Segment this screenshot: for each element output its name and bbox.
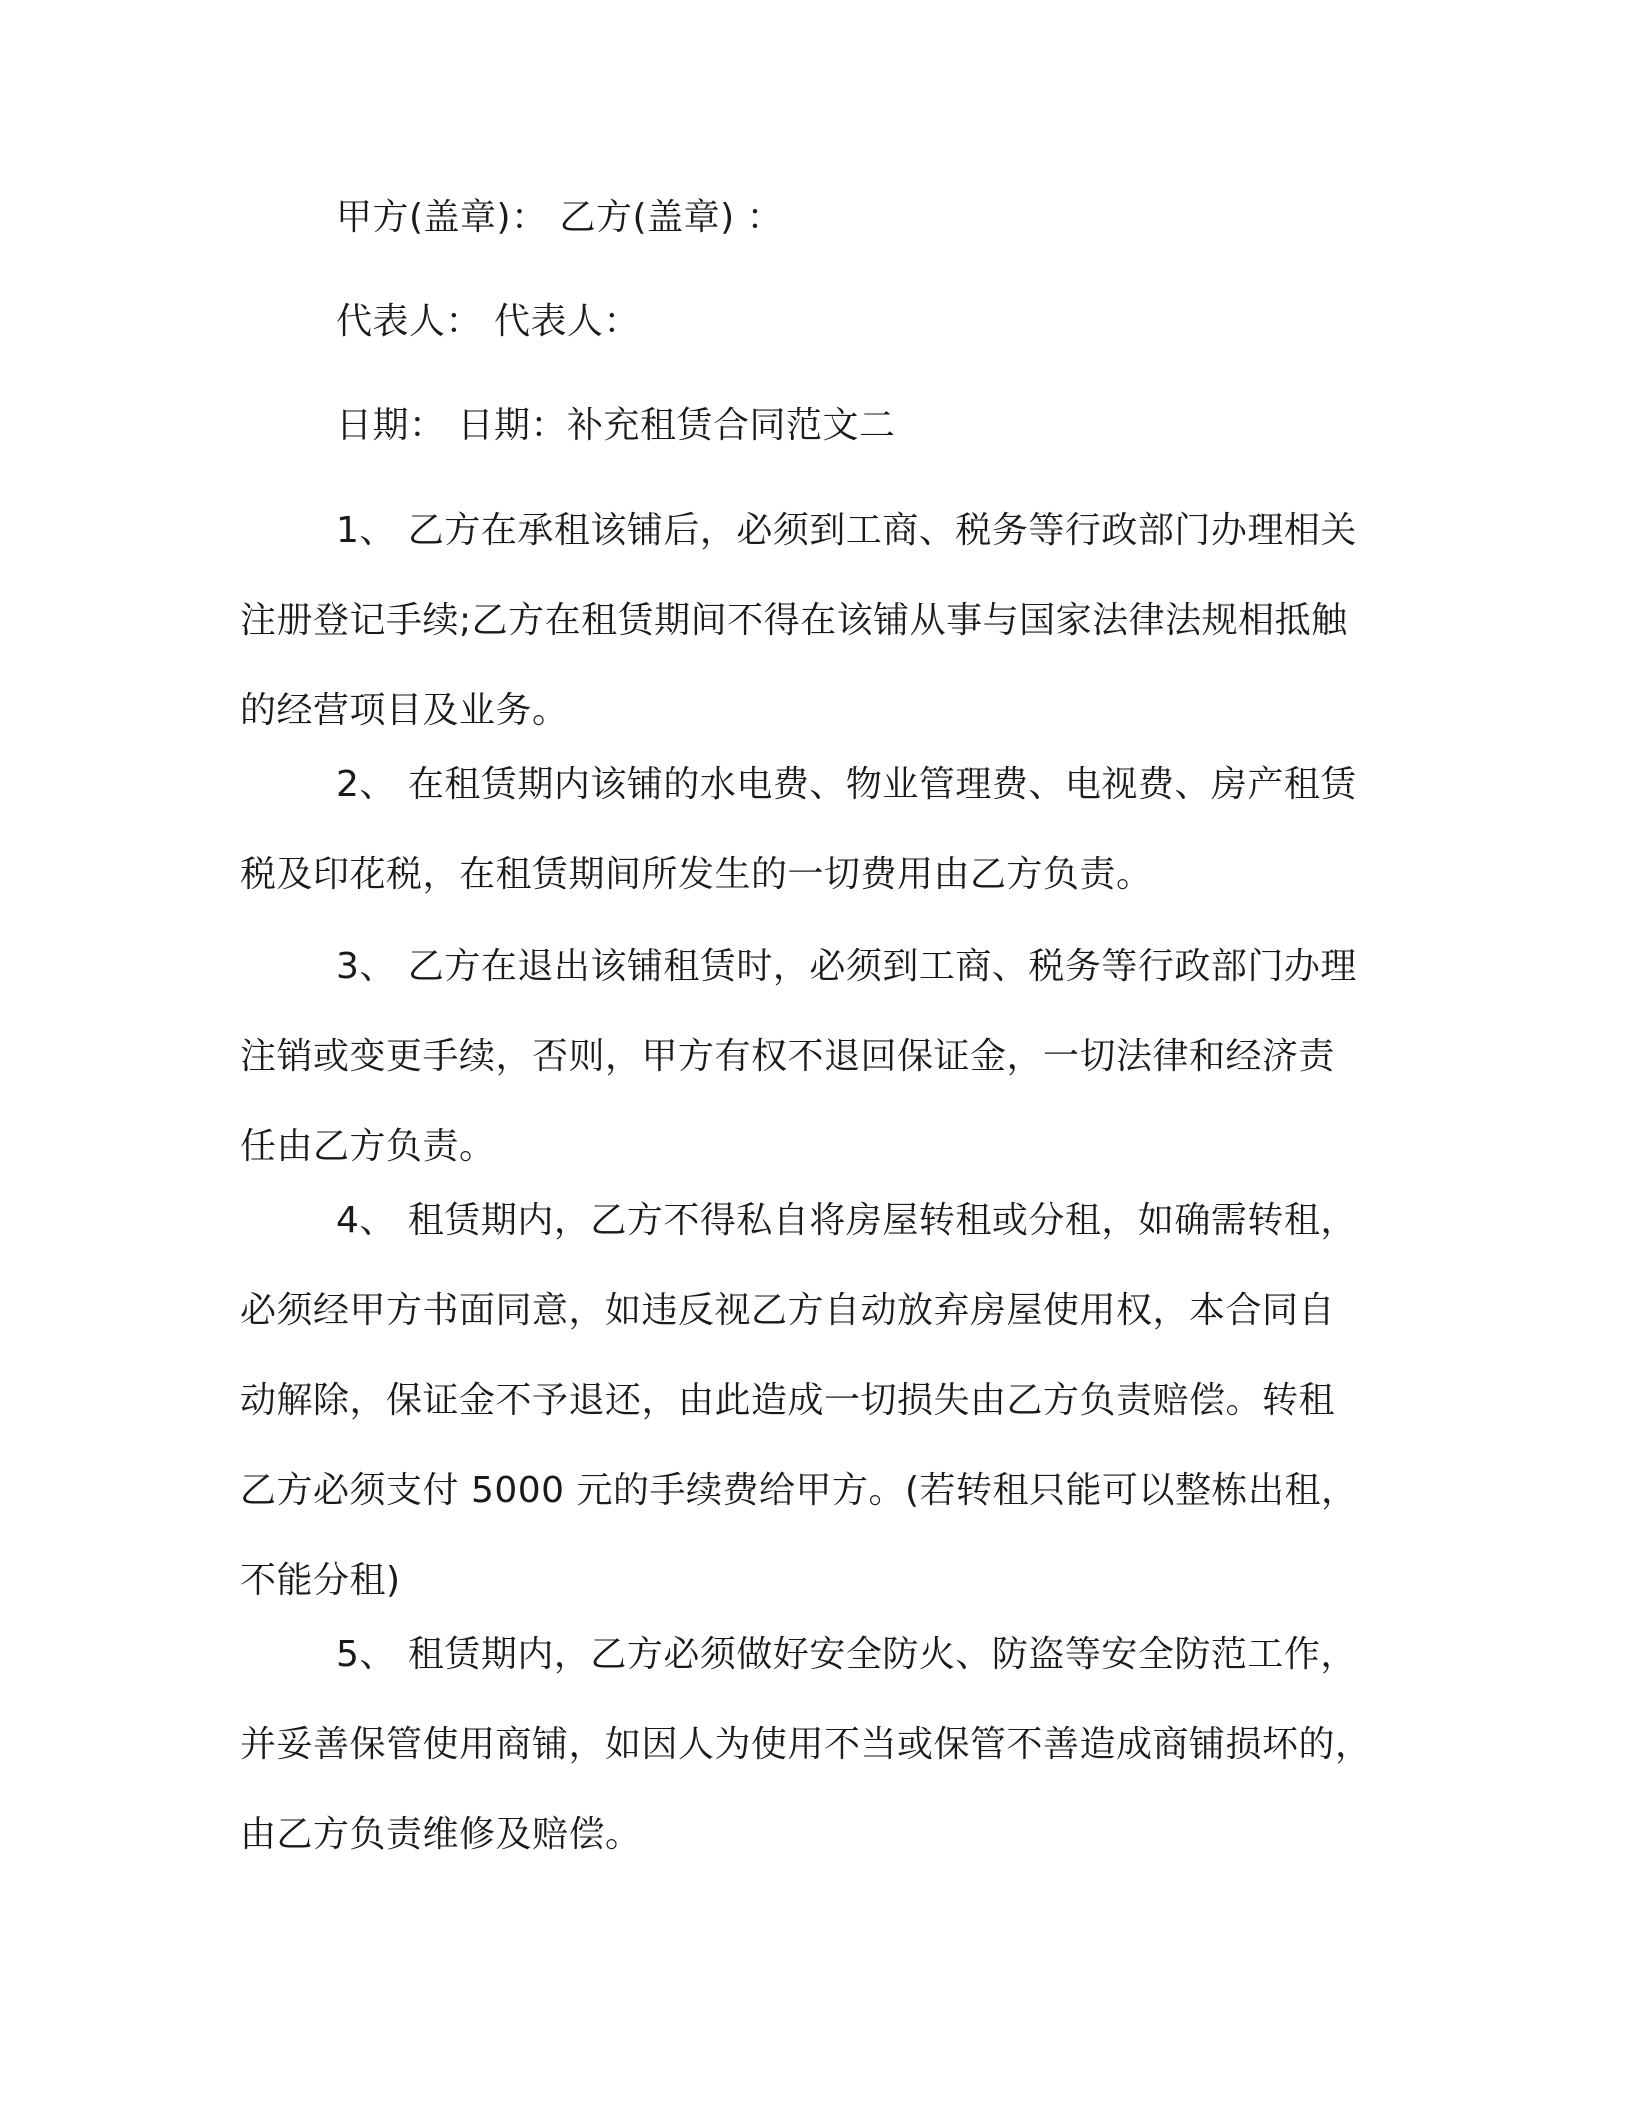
clause-2-line-2: 税及印花税，在租赁期间所发生的一切费用由乙方负责。	[240, 854, 1153, 895]
clause-1-line-2: 注册登记手续;乙方在租赁期间不得在该铺从事与国家法律法规相抵触	[240, 600, 1348, 641]
clause-3-line-3: 任由乙方负责。	[240, 1126, 496, 1167]
clause-1-line-1: 1、 乙方在承租该铺后，必须到工商、税务等行政部门办理相关	[336, 510, 1357, 551]
clause-4-line-3: 动解除，保证金不予退还，由此造成一切损失由乙方负责赔偿。转租	[240, 1380, 1336, 1421]
clause-4-line-1: 4、 租赁期内，乙方不得私自将房屋转租或分租，如确需转租，	[336, 1200, 1357, 1241]
clause-1-paragraph	[240, 486, 1372, 756]
clause-5-paragraph	[240, 1610, 1372, 1880]
date-line: 日期： 日期：补充租赁合同范文二	[336, 405, 896, 446]
clause-4-line-5: 不能分租)	[240, 1560, 401, 1601]
clause-5-line-2: 并妥善保管使用商铺，如因人为使用不当或保管不善造成商铺损坏的，	[240, 1724, 1372, 1765]
clause-1-line-3: 的经营项目及业务。	[240, 690, 569, 731]
clause-3-paragraph	[240, 922, 1372, 1192]
signature-line: 甲方(盖章)： 乙方(盖章) ：	[336, 197, 784, 238]
clause-3-line-2: 注销或变更手续，否则，甲方有权不退回保证金，一切法律和经济责	[240, 1036, 1336, 1077]
clause-2-paragraph	[240, 740, 1372, 920]
clause-5-line-1: 5、 租赁期内，乙方必须做好安全防火、防盗等安全防范工作，	[336, 1634, 1357, 1675]
clause-3-line-1: 3、 乙方在退出该铺租赁时，必须到工商、税务等行政部门办理	[336, 946, 1357, 987]
clause-4-paragraph	[240, 1176, 1372, 1626]
clause-4-line-4: 乙方必须支付 5000 元的手续费给甲方。(若转租只能可以整栋出租，	[240, 1470, 1358, 1511]
clause-4-line-2: 必须经甲方书面同意，如违反视乙方自动放弃房屋使用权，本合同自	[240, 1290, 1336, 1331]
representative-line: 代表人： 代表人：	[336, 301, 640, 342]
clause-2-line-1: 2、 在租赁期内该铺的水电费、物业管理费、电视费、房产租赁	[336, 764, 1357, 805]
clause-5-line-3: 由乙方负责维修及赔偿。	[240, 1814, 642, 1855]
